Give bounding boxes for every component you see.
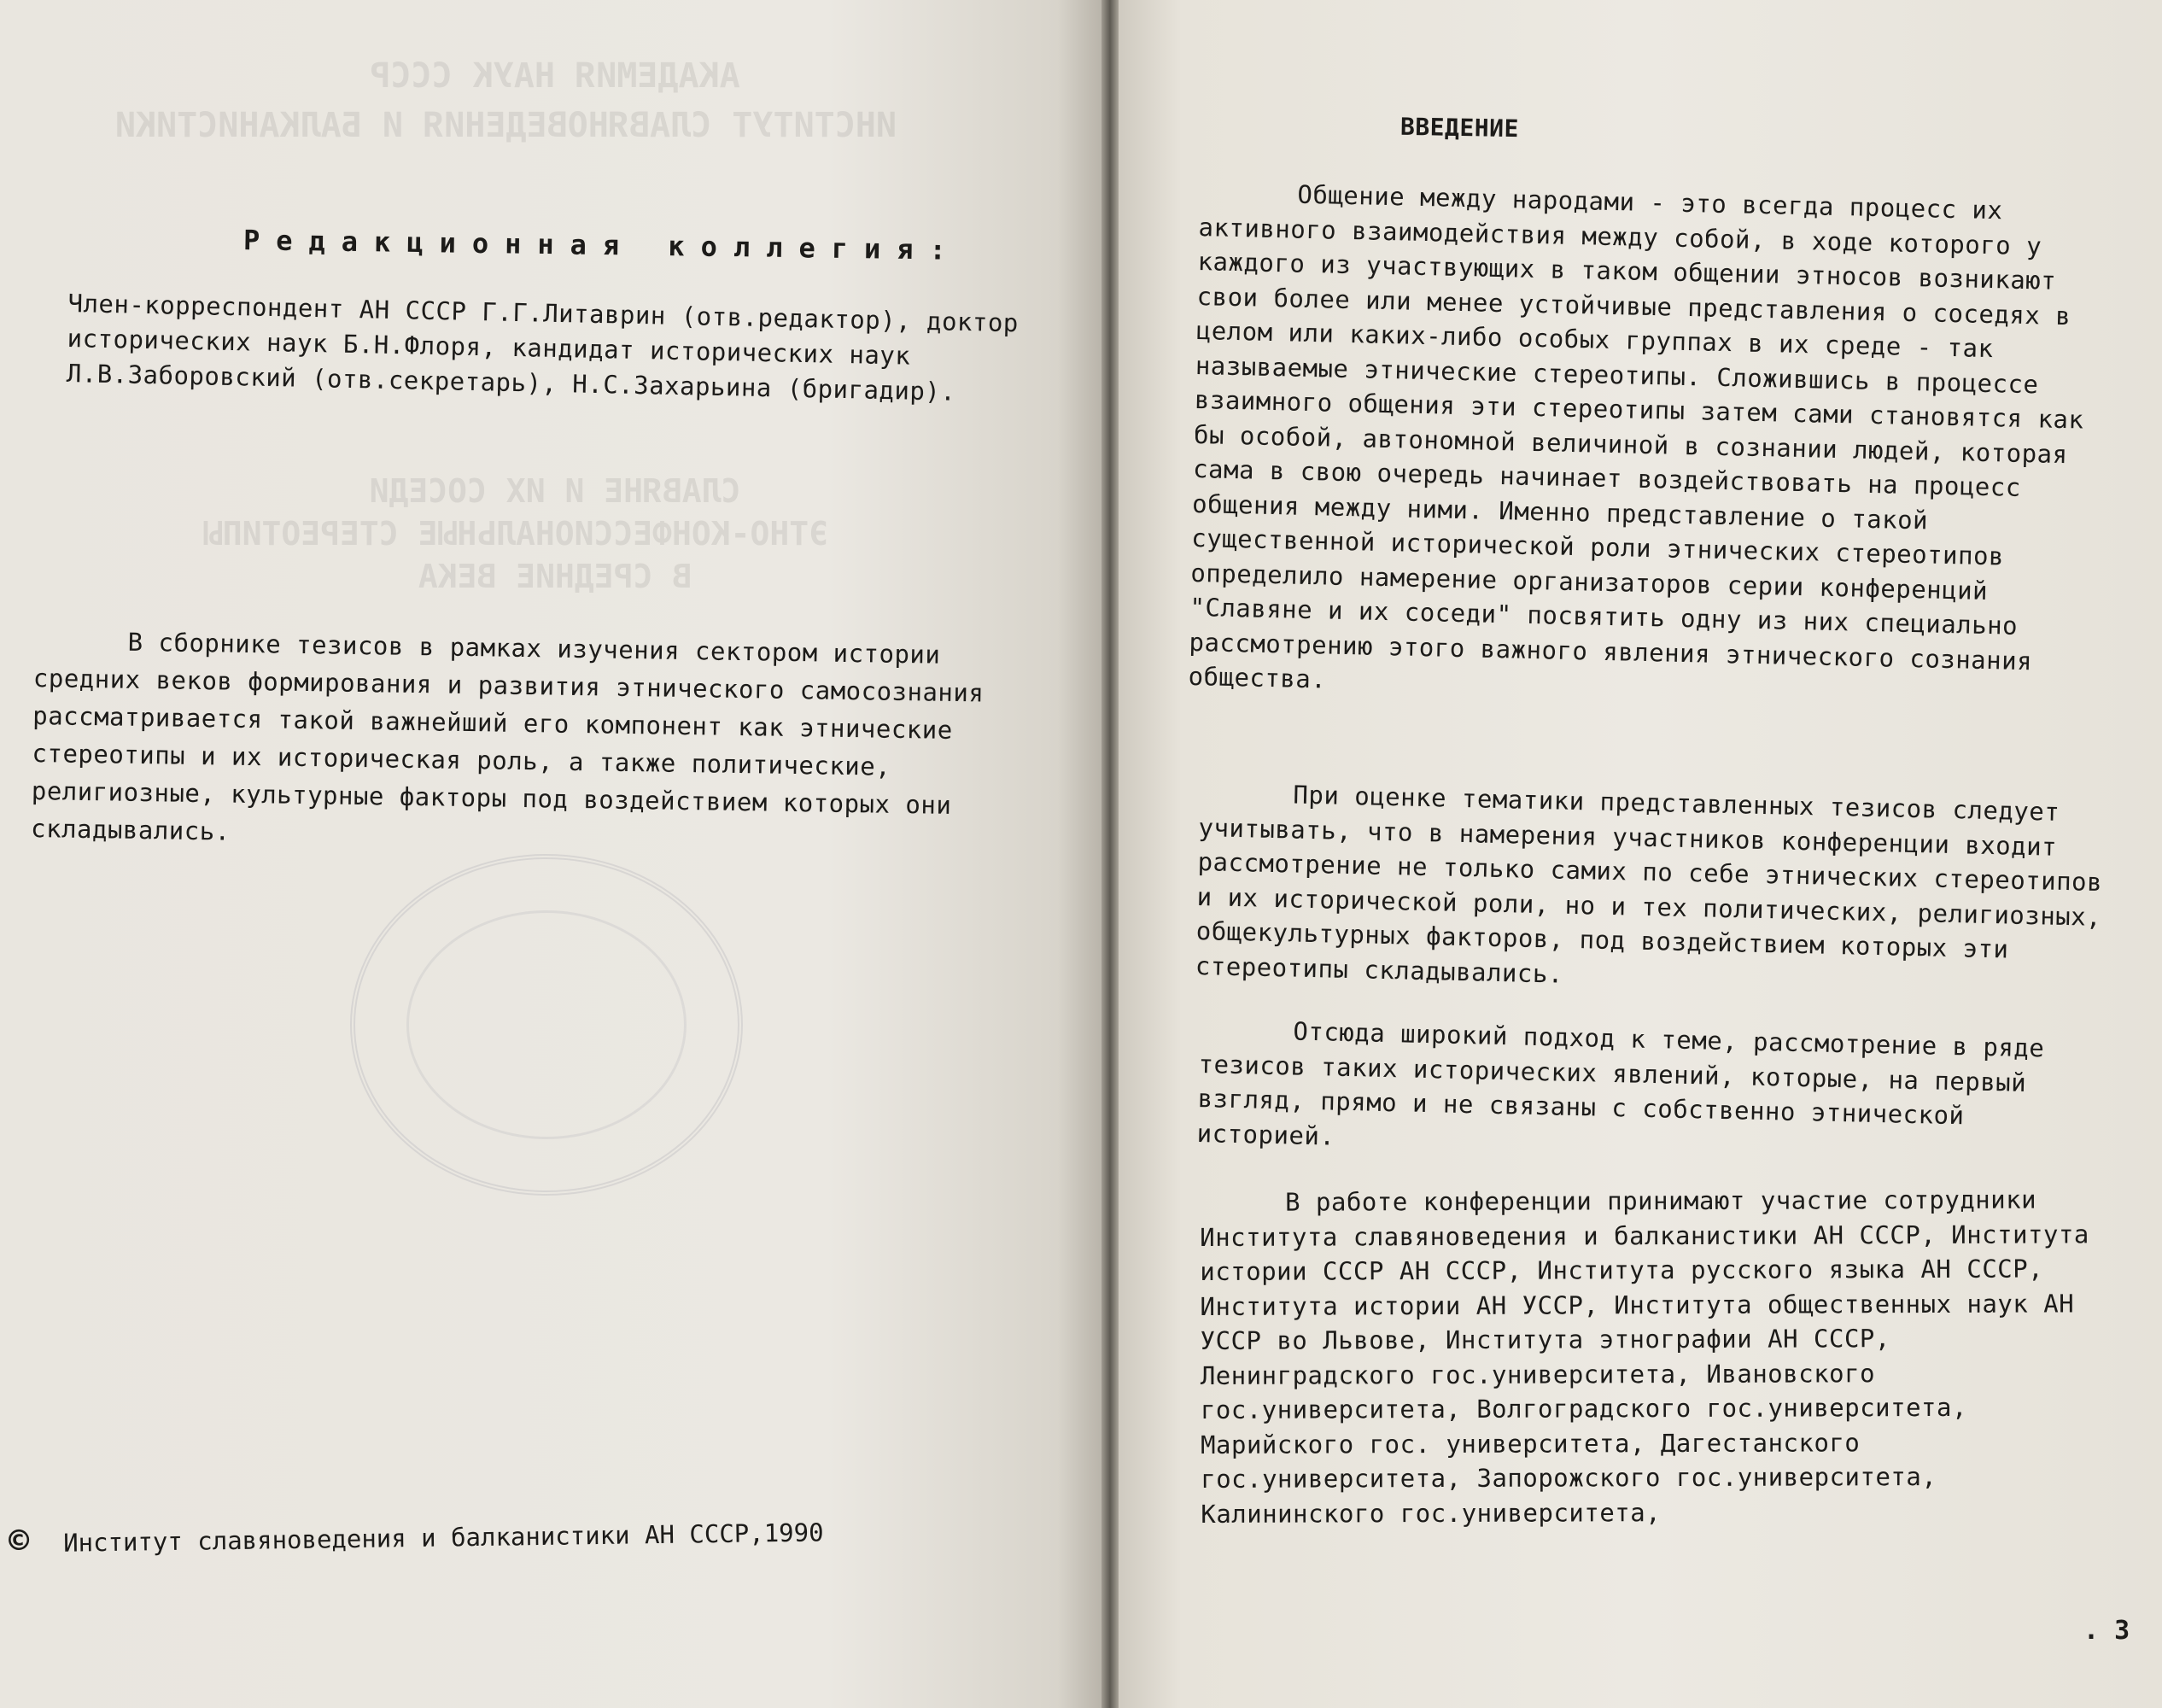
editorial-board-list: Член-корреспондент АН СССР Г.Г.Литаврин (отв.редактор), доктор исторических наук Б.Н.Флоря, кандидат исторических наук Л.В.Заборовский (отв.секретарь), Н.С.Захарьина (бригадир). — [66, 288, 1020, 407]
page-number: . 3 — [2083, 1616, 2130, 1646]
right-page — [1119, 0, 2162, 1708]
introduction-heading: ВВЕДЕНИЕ — [1399, 112, 1520, 143]
editorial-board-title: Редакционная коллегия: — [242, 224, 963, 266]
show-through-text-middle: СЛАВЯНЕ И ИХ СОСЕДИ ЭТНО-КОНФЕССИОНАЛЬНЫЕ СТЕРЕОТИПЫ В СРЕДНИЕ ВЕКА — [202, 472, 828, 595]
intro-paragraph-1: Общение между народами - это всегда процесс их активного взаимодействия между собой, в ходе которого у каждого из участвующих в таком общении этносов возникают свои более или менее устойчивые представления о соседях в целом или каких-либо особых группах в их среде - так называемые этнические стереотипы. Сложившись в процессе взаимного общения эти стереотипы затем сами становятся как бы особой, автономной величиной в сознании людей, которая сама в свою очередь начинает воздействовать на процесс общения между ними. Именно представление о такой существенной исторической роли этнических стереотипов определило намерение организаторов серии конференций "Славяне и их соседи" посвятить одну из них специально рассмотрению этого важного явления этнического сознания общества. — [1188, 179, 2084, 694]
copyright-symbol: © — [8, 1521, 30, 1561]
intro-paragraph-4: В работе конференции принимают участие сотрудники Института славяноведения и балканистики АН СССР, Института истории СССР АН СССР, Института русского языка АН СССР, Института истории АН УССР, Института общественных наук АН УССР во Львове, Института этнографии АН СССР, Ленинградского гос.университета, Ивановского гос.университета, Волгоградского гос.университета, Марийского гос. университета, Дагестанского гос.университета, Запорожского гос.университета, Калининского гос.университета, — [1200, 1184, 2089, 1529]
intro-paragraph-3: Отсюда широкий подход к теме, рассмотрение в ряде тезисов таких исторических явлений, которые, на первый взгляд, прямо и не связаны с собственно этнической историей. — [1196, 1016, 2045, 1151]
intro-paragraph-2: При оценке тематики представленных тезисов следует учитывать, что в намерения участников конференции входит рассмотрение не только самих по себе этнических стереотипов и их исторической роли, но и тех политических, религиозных, общекультурных факторов, под воздействием которых эти стереотипы складывались. — [1195, 780, 2103, 989]
show-through-text-top: АКАДЕМИЯ НАУК СССР ИНСТИТУТ СЛАВЯНОВЕДЕНИЯ И БАЛКАНИСТИКИ — [114, 56, 897, 145]
collection-abstract: В сборнике тезисов в рамках изучения сектором истории средних веков формирования и развития этнического самосознания рассматривается такой важнейший его компонент как этнические стереотипы и их историческая роль, а также политические, религиозные, культурные факторы под воздействием которых они складывались. — [30, 627, 985, 846]
book-gutter — [1101, 0, 1119, 1708]
faded-library-stamp — [350, 854, 743, 1196]
copyright-line — [9, 1510, 824, 1560]
copyright-text: Институт славяноведения и балканистики АН СССР,1990 — [62, 1518, 824, 1558]
